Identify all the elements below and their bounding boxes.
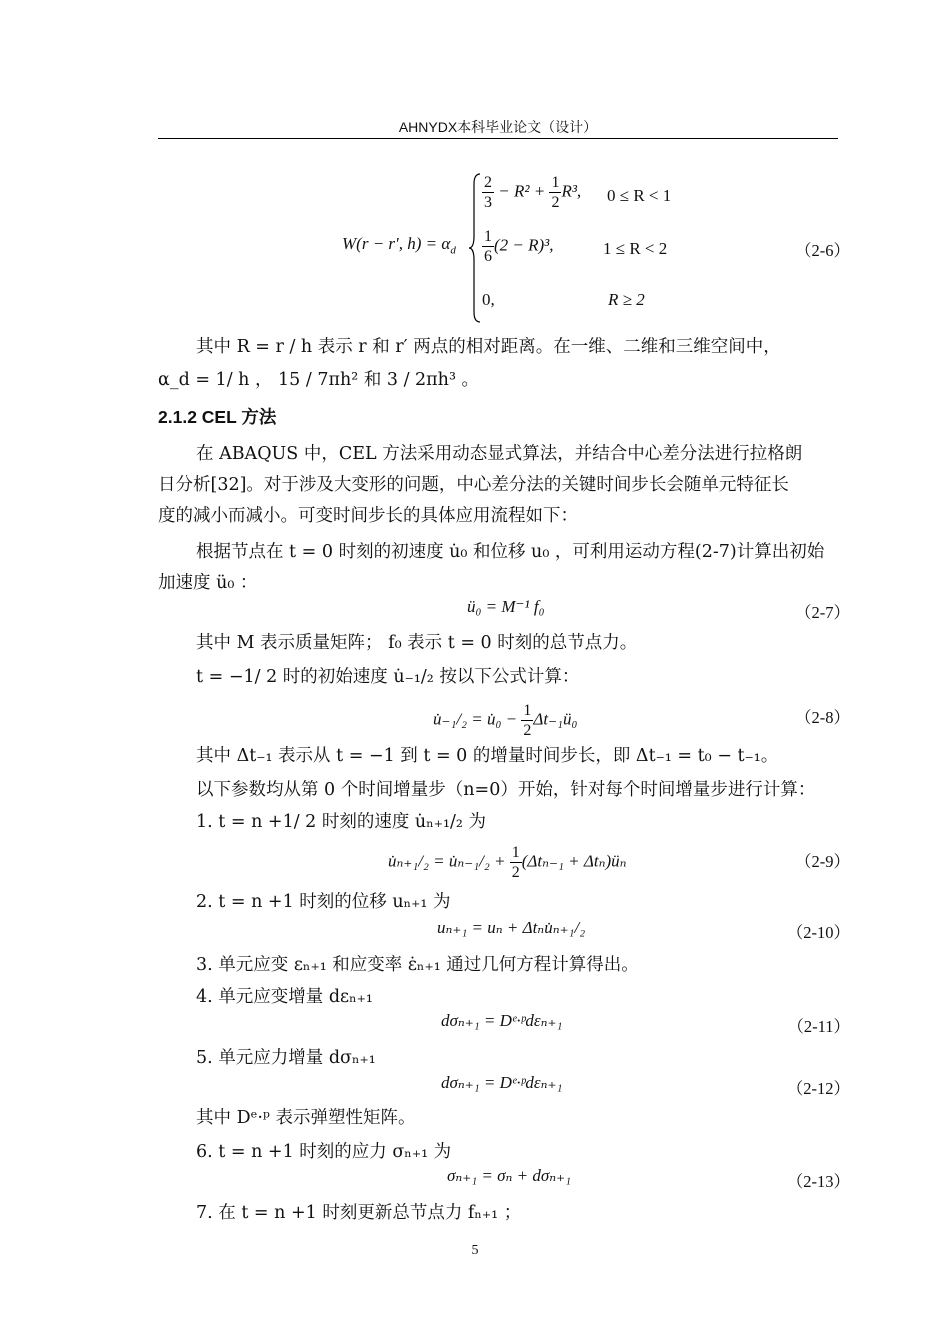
eq-2-7: ü₀ = M⁻¹ f₀ (467, 597, 545, 616)
eq-2-12: dσₙ₊₁ = Dᵉ·ᵖdεₙ₊₁ (441, 1073, 563, 1092)
paragraph-R-definition: 其中 R = r / h 表示 r 和 r′ 两点的相对距离。在一维、二维和三维空间中， (196, 337, 781, 357)
paragraph-cel-line3: 度的减小而减小。可变时间步长的具体应用流程如下： (158, 506, 578, 526)
eq-2-9: u̇ₙ₊₁/₂ = u̇ₙ₋₁/₂ + $\frac{1}{2}$ (Δtₙ₋₁ + Δtₙ)üₙ (388, 844, 627, 881)
eq-2-6-case3: 0, (482, 290, 495, 309)
eq-number-2-12: （2-12） (786, 1079, 850, 1098)
paragraph-initial-line1: 根据节点在 t = 0 时刻的初速度 u̇₀ 和位移 u₀ ，可利用运动方程(2-7)计算出初始 (196, 542, 825, 562)
eq-number-2-9: （2-9） (795, 852, 850, 871)
paragraph-alpha-values: α_d = 1/ h ， 15 / 7πh² 和 3 / 2πh³ 。 (158, 370, 480, 390)
step-4: 4. 单元应变增量 dεₙ₊₁ (196, 987, 373, 1007)
eq-2-8: u̇₋₁/₂ = u̇₀ − $\frac{1}{2}$ Δt₋₁ü₀ (433, 702, 578, 739)
eq-2-6-case1: $\frac{2}{3}$ − R² + $\frac{1}{2}$ R³, (484, 174, 582, 211)
step-2: 2. t = n +1 时刻的位移 uₙ₊₁ 为 (196, 892, 451, 912)
eq-2-10: uₙ₊₁ = uₙ + Δtₙu̇ₙ₊₁/₂ (437, 918, 586, 937)
left-brace (468, 172, 482, 324)
step-5: 5. 单元应力增量 dσₙ₊₁ (196, 1048, 376, 1068)
eq-number-2-10: （2-10） (786, 923, 850, 942)
eq-2-6-cond2: 1 ≤ R < 2 (603, 239, 668, 258)
line-time-increment: 其中 Δt₋₁ 表示从 t = −1 到 t = 0 的增量时间步长，即 Δt₋₁ = t₀ − t₋₁。 (196, 746, 779, 766)
eq-2-6-case2: $\frac{1}{6}$ (2 − R)³, (484, 228, 554, 265)
eq-2-6-lhs: W(r − r′, $h) = \alpha_d$ (342, 234, 456, 257)
line-mass-matrix: 其中 M 表示质量矩阵； f₀ 表示 t = 0 时刻的总节点力。 (196, 633, 638, 653)
eq-2-6-cond1: 0 ≤ R < 1 (607, 186, 672, 205)
line-loop-intro: 以下参数均从第 0 个时间增量步（n=0）开始，针对每个时间增量步进行计算： (196, 780, 816, 800)
eq-number-2-7: （2-7） (795, 603, 850, 622)
header-rule (158, 138, 838, 139)
eq-2-11: dσₙ₊₁ = Dᵉ·ᵖdεₙ₊₁ (441, 1011, 563, 1030)
section-heading: 2.1.2 CEL 方法 (158, 407, 277, 427)
paragraph-cel-line1: 在 ABAQUS 中，CEL 方法采用动态显式算法，并结合中心差分法进行拉格朗 (196, 444, 803, 464)
page-number: 5 (471, 1243, 479, 1258)
step-6: 6. t = n +1 时刻的应力 σₙ₊₁ 为 (196, 1142, 452, 1162)
eq-2-13: σₙ₊₁ = σₙ + dσₙ₊₁ (447, 1166, 572, 1185)
line-initial-velocity: t = −1/ 2 时的初始速度 u̇₋₁/₂ 按以下公式计算： (196, 667, 580, 687)
eq-number-2-8: （2-8） (795, 708, 850, 727)
step-3: 3. 单元应变 εₙ₊₁ 和应变率 ε̇ₙ₊₁ 通过几何方程计算得出。 (196, 955, 639, 975)
paragraph-initial-line2: 加速度 ü₀ ： (158, 573, 258, 593)
eq-number-2-13: （2-13） (786, 1172, 850, 1191)
eq-2-6-cond3: R ≥ 2 (608, 290, 645, 309)
running-header: AHNYDX本科毕业论文（设计） (398, 119, 598, 135)
step-1: 1. t = n +1/ 2 时刻的速度 u̇ₙ₊₁/₂ 为 (196, 812, 486, 832)
step-7: 7. 在 t = n +1 时刻更新总节点力 fₙ₊₁ ； (196, 1203, 522, 1223)
line-elastoplastic: 其中 Dᵉ·ᵖ 表示弹塑性矩阵。 (196, 1108, 416, 1128)
paragraph-cel-line2: 日分析[32]。对于涉及大变形的问题，中心差分法的关键时间步长会随单元特征长 (158, 475, 789, 495)
eq-number-2-6: （2-6） (795, 241, 850, 260)
eq-number-2-11: （2-11） (787, 1017, 850, 1036)
